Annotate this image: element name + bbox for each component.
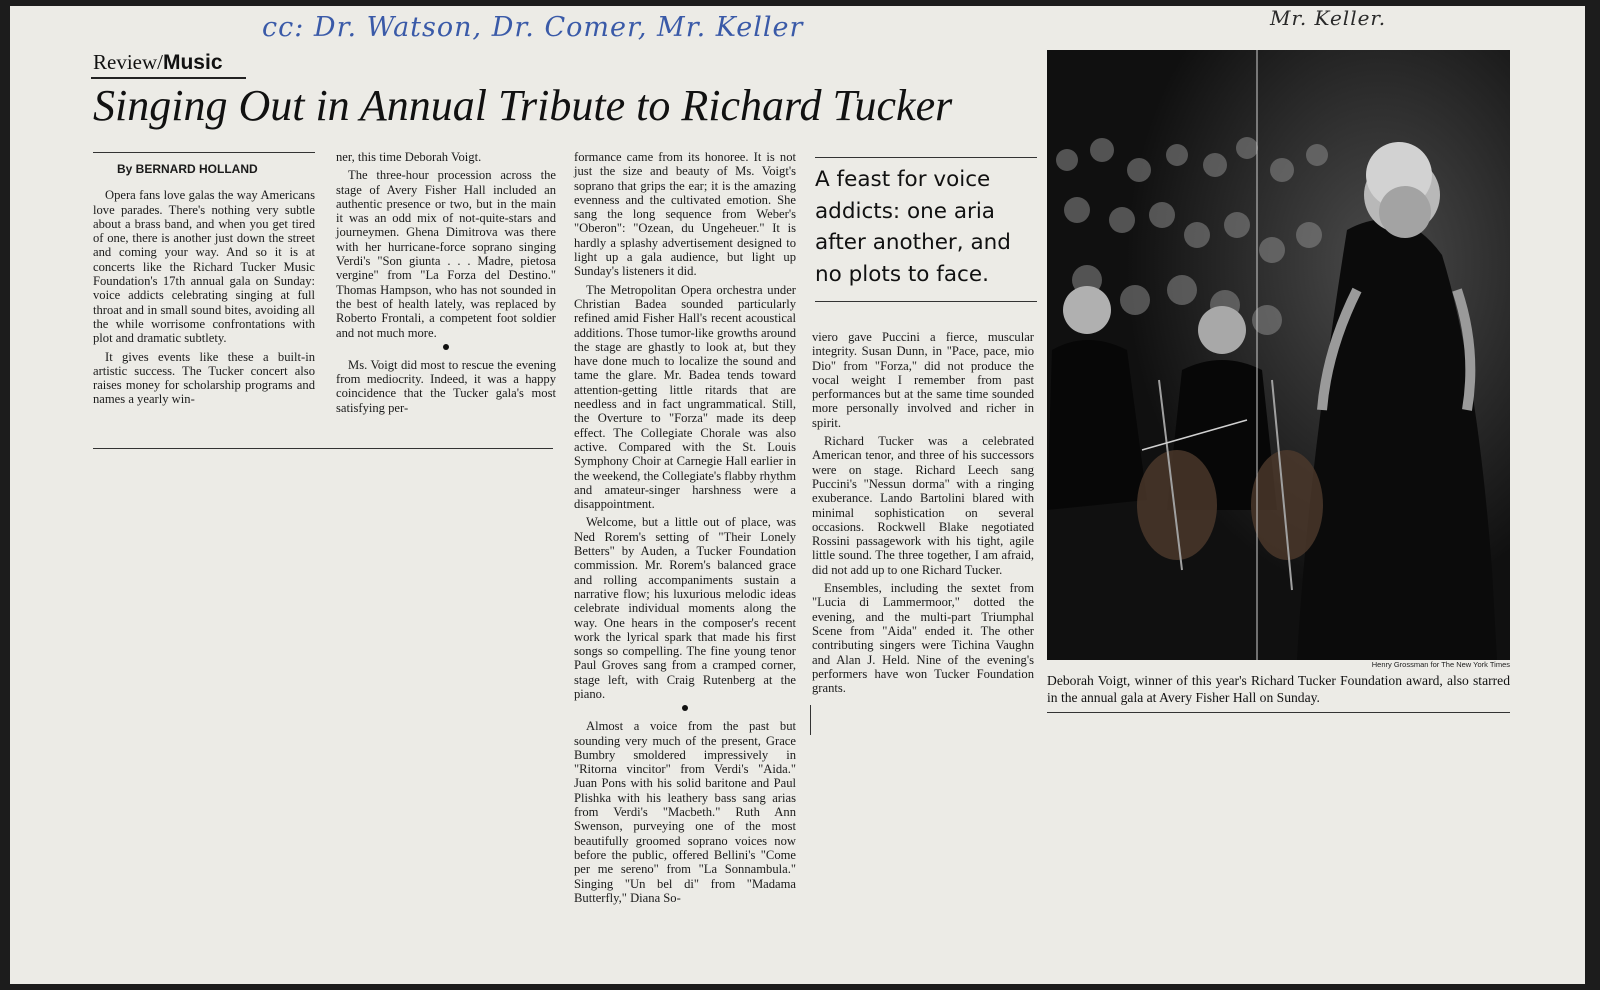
section-kicker <box>93 50 223 75</box>
article-column-2 <box>336 150 556 419</box>
paragraph: viero gave Puccini a fierce, muscular integrity. Susan Dunn, in "Pace, pace, mio Dio" from "Forza," did not produce the vocal weight I remember from past performances but at the same time sounded more personally involved and richer in spirit. <box>812 330 1034 430</box>
byline: By BERNARD HOLLAND <box>117 162 258 176</box>
paragraph: It gives events like these a built-in artistic success. The Tucker concert also raises money for scholarship programs and names a yearly win- <box>93 349 315 407</box>
kicker-rule <box>91 77 246 79</box>
paragraph: Ensembles, including the sextet from "Lucia di Lammermoor," dotted the evening, and the multi-part Triumphal Scene from "Aida" ended it. The other contributing singers were Tichina Vaughn and Alan J. Held. Nine of the evening's performers have won Tucker Foundation grants. <box>812 581 1034 696</box>
pull-quote: A feast for voice addicts: one aria after another, and no plots to face. <box>815 167 1011 287</box>
byline-rule <box>93 152 315 153</box>
concert-photo <box>1047 50 1510 660</box>
paragraph: Almost a voice from the past but sounding very much of the present, Grace Bumbry smoldered impressively in "Ritorna vincitor" from Verdi's "Aida." Juan Pons with his solid baritone and Paul Plishka with his leathery bass sang arias from Verdi's "Macbeth." Ruth Ann Swenson, purveying one of the most beautifully groomed soprano voices now before the public, offered Bellini's "Come per me sereno" from "La Sonnambula." Singing "Un bel di" from "Madama Butterfly," Diana So- <box>574 719 796 905</box>
section-bullet <box>443 344 449 350</box>
paragraph: ner, this time Deborah Voigt. <box>336 150 482 164</box>
article-column-1 <box>93 162 315 411</box>
paragraph: Welcome, but a little out of place, was Ned Rorem's setting of "Their Lonely Betters" by Auden, a Tucker Foundation commission. Mr. Rorem's balanced grace and rolling accompaniments sustain a narrative flow; his luxurious melodic ideas celebrate individual moments along the way. One hears in the composer's recent work the lyrical spark that made his first songs so compelling. The fine young tenor Paul Groves sang from a cramped corner, stage left, with Craig Rutenberg at the piano. <box>574 515 796 701</box>
handwritten-cc-note: cc: Dr. Watson, Dr. Comer, Mr. Keller <box>262 12 804 43</box>
concert-photo-image <box>1047 50 1510 660</box>
paragraph: Ms. Voigt did most to rescue the evening from mediocrity. Indeed, it was a happy coincidence that the Tucker gala's most satisfying per- <box>336 357 556 415</box>
pull-quote-top-rule <box>815 157 1037 158</box>
paragraph: formance came from its honoree. It is not just the size and beauty of Ms. Voigt's soprano that grips the ear; it is the amazing evenness and the cultivated emotion. She sang the long sequence from Weber's "Oberon": "Ozean, du Ungeheuer." It is hardly a splashy advertisement designed to light up a gala audience, but light up Sunday's listeners it did. <box>574 150 796 279</box>
caption-rule <box>1047 712 1510 713</box>
handwritten-corner-note: Mr. Keller. <box>1270 6 1387 30</box>
headline: Singing Out in Annual Tribute to Richard Tucker <box>93 81 953 130</box>
photo-caption: Deborah Voigt, winner of this year's Richard Tucker Foundation award, also starred in the annual gala at Avery Fisher Hall on Sunday. <box>1047 673 1510 705</box>
section-bullet <box>682 705 688 711</box>
article-column-3 <box>574 150 796 909</box>
paragraph: The three-hour procession across the stage of Avery Fisher Hall included an authentic presence or two, but in the main it was an odd mix of not-quite-stars and journeymen. Ghena Dimitrova was there with her hurricane-force soprano singing Verdi's "Son giunta . . . Madre, pietosa vergine" from "La Forza del Destino." Thomas Hampson, who has not sounded in the best of health lately, was replaced by Roberto Frontali, a competent foot soldier and not much more. <box>336 168 556 340</box>
paragraph: The Metropolitan Opera orchestra under Christian Badea sounded particularly refined amid Fisher Hall's recent acoustical additions. Those tumor-like growths around the stage are ghastly to look at, but they have done much to localize the sound and tame the glare. Mr. Badea tends toward attention-getting little ritards that are needless and in fact ungrammatical. Still, the Overture to "Forza" made its deep effect. The Collegiate Chorale was also active. Compared with the St. Louis Symphony Choir at Carnegie Hall earlier in the weekend, the Collegiate's flabby rhythm and amateur-singer harshness were a disappointment. <box>574 282 796 512</box>
section-label: Review/ <box>93 50 163 74</box>
column-divider <box>810 705 811 735</box>
section-label-bold: Music <box>162 51 223 74</box>
paragraph: Richard Tucker was a celebrated American tenor, and three of his successors were on stage. Richard Leech sang Puccini's "Nessun dorma" with a ringing exuberance. Lando Bartolini blared with minimal sophistication on several occasions. Rockwell Blake negotiated Rossini passagework with his tight, agile little sound. The three together, I am afraid, did not add up to one Richard Tucker. <box>812 434 1034 577</box>
paragraph: Opera fans love galas the way Americans love parades. There's nothing very subtle about a brass band, and when you get tired of one, there is another just down the street and coming your way. And so it is at concerts like the Richard Tucker Music Foundation's 17th annual gala on Sunday: voice addicts celebrating singing at full throat and in small sound bites, avoiding all the while worrisome confrontations with plot and dramatic subtlety. <box>93 188 315 346</box>
column-bottom-rule <box>93 448 553 449</box>
article-column-4 <box>812 330 1034 699</box>
photo-credit: Henry Grossman for The New York Times <box>1371 660 1510 669</box>
pull-quote-bottom-rule <box>815 301 1037 302</box>
